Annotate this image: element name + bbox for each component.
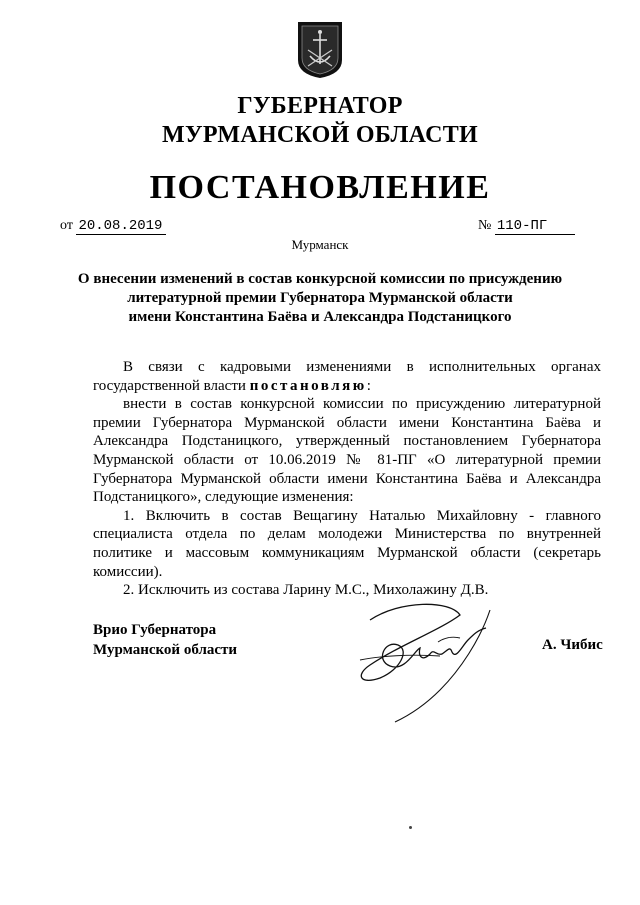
signer-title-line-1: Врио Губернатора [93,622,217,638]
resolution-paragraph: внести в состав конкурсной комиссии по присуждению литературной премии Губернатора Мурманской области имени Константина Баёва и Александра Подстаницкого, утвержденный постановлением Губернатора Мурманской области от 10.06.2019 № 81-ПГ «О литературной премии Губернатора Мурманской области имени Константина Баёва и Александра Подстаницкого», следующие изменения: [93,396,601,506]
document-subject [0,270,640,327]
number-line [478,218,575,235]
subject-line-3: имени Константина Баёва и Александра Подстаницкого [128,309,512,325]
page-mark [409,826,412,829]
issuer-line-2: МУРМАНСКОЙ ОБЛАСТИ [162,122,478,148]
date-prefix: от [60,218,73,233]
handwritten-signature [340,590,510,730]
signer-title [93,620,237,660]
signer-name: А. Чибис [542,637,603,653]
subject-line-2: литературной премии Губернатора Мурманской области [127,290,513,306]
document-number: 110-ПГ [495,218,575,235]
preamble-colon: : [366,377,371,394]
issuer-title [0,92,640,150]
subject-line-1: О внесении изменений в состав конкурсной комиссии по присуждению [77,271,563,287]
signer-title-line-2: Мурманской области [93,642,238,658]
resolve-keyword: постановляю [249,377,367,394]
murmansk-coat-of-arms-icon [296,20,344,80]
document-body [93,358,601,600]
preamble-text: В связи с кадровыми изменениями в исполнительных органах государственной власти [93,359,601,394]
number-prefix: № [478,218,492,233]
preamble-paragraph [93,358,601,395]
change-item-2: 2. Исключить из состава Ларину М.С., Михолажину Д.В. [123,582,489,599]
city-name: Мурманск [291,237,349,252]
issuer-line-1: ГУБЕРНАТОР [237,93,403,119]
document-date: 20.08.2019 [76,218,166,235]
document-type: ПОСТАНОВЛЕНИЕ [149,169,491,206]
date-line [60,218,166,235]
change-item-1: 1. Включить в состав Вещагину Наталью Михайловну - главного специалиста отдела по делам молодежи Министерства по внутренней политике и массовым коммуникациям Мурманской области (секретарь комиссии). [93,507,601,580]
